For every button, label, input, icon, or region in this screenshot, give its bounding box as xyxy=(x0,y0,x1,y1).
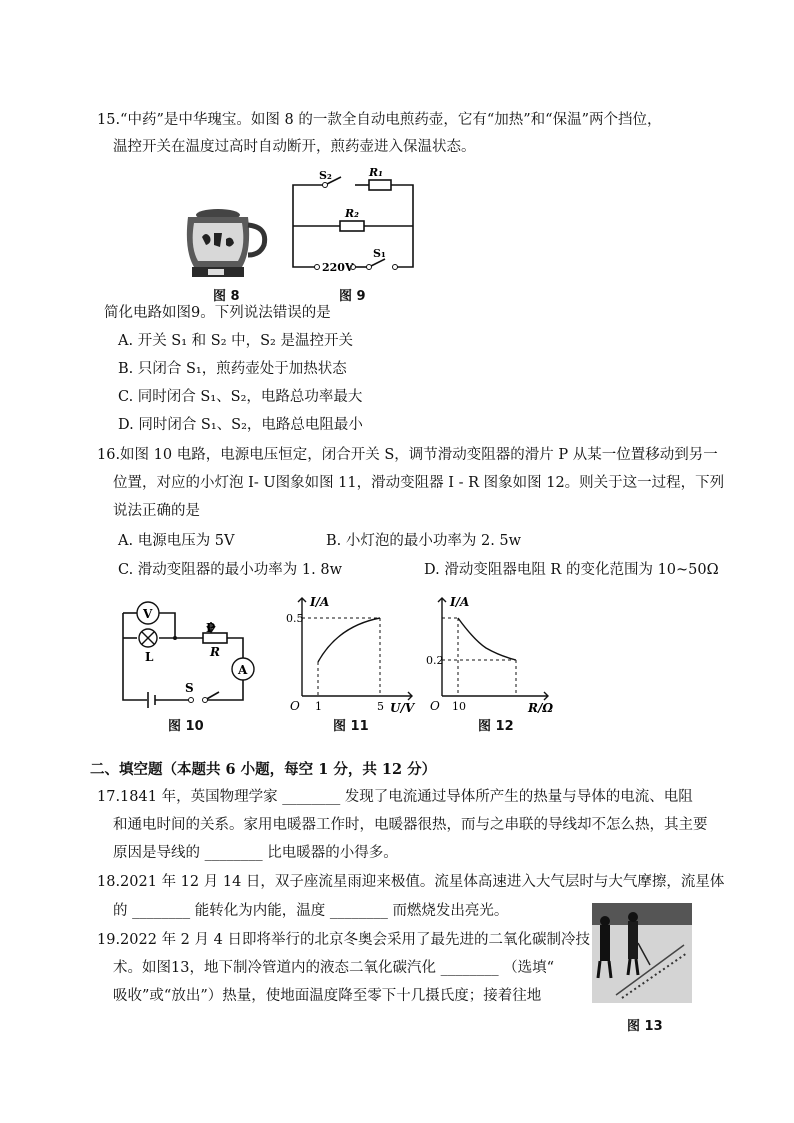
fig10-rheostat-label: R xyxy=(210,645,220,659)
q17-blank-1[interactable]: ________ xyxy=(282,789,341,805)
q19-line2-part-b: （选填“ xyxy=(503,960,555,976)
fig11-xtick-1: 1 xyxy=(315,700,322,713)
q19-blank-1[interactable]: ________ xyxy=(440,960,499,976)
q19-line3: 吸收”或“放出”）热量，使地面温度降至零下十几摄氏度；接着往地 xyxy=(113,988,542,1004)
fig11-ytick: 0.5 xyxy=(286,612,304,625)
q19-line1: 19.2022 年 2 月 4 日即将举行的北京冬奥会采用了最先进的二氧化碳制冷技 xyxy=(97,932,590,948)
q16-line3: 说法正确的是 xyxy=(113,503,200,519)
q16-option-c: C. 滑动变阻器的最小功率为 1. 8w xyxy=(118,562,342,578)
fig11-yaxis-label: I/A xyxy=(310,595,330,609)
kettle-image xyxy=(180,205,270,280)
fig11-xtick-5: 5 xyxy=(377,700,384,713)
q19-line2-part-a: 术。如图13，地下制冷管道内的液态二氧化碳汽化 xyxy=(113,960,436,976)
q18-line2-part-c: 而燃烧发出亮光。 xyxy=(392,903,509,919)
fig10-lamp-label: L xyxy=(145,650,154,664)
q19-line2 xyxy=(113,958,554,978)
q17-line1 xyxy=(97,787,693,807)
q15-option-b: B. 只闭合 S₁，煎药壶处于加热状态 xyxy=(118,361,347,377)
q16-option-b: B. 小灯泡的最小功率为 2. 5w xyxy=(326,533,522,549)
fig10-circuit xyxy=(115,598,265,708)
q16-line1: 16.如图 10 电路，电源电压恒定，闭合开关 S，调节滑动变阻器的滑片 P 从某一位置移动到另一 xyxy=(97,447,718,463)
fig12-ytick: 0.2 xyxy=(426,654,444,667)
fig10-switch-label: S xyxy=(185,681,194,695)
q18-line2 xyxy=(113,901,508,921)
q17-blank-2[interactable]: ________ xyxy=(204,845,263,861)
q17-line3-part-a: 原因是导线的 xyxy=(113,845,200,861)
fig11-xaxis-label: U/V xyxy=(390,701,415,715)
fig11-graph xyxy=(286,590,420,715)
fig9-r2-label: R₂ xyxy=(345,207,359,220)
fig10-caption: 图 10 xyxy=(168,719,204,734)
fig10-slider-label: P xyxy=(206,621,216,635)
fig10-voltmeter-label: V xyxy=(143,607,153,621)
fig13-caption: 图 13 xyxy=(627,1019,663,1034)
section2-title: 二、填空题（本题共 6 小题，每空 1 分，共 12 分） xyxy=(90,761,437,778)
fig9-r1-label: R₁ xyxy=(369,166,383,179)
fig12-xtick-10: 10 xyxy=(452,700,466,713)
fig8-caption: 图 8 xyxy=(213,289,240,304)
q18-blank-1[interactable]: ________ xyxy=(132,903,191,919)
fig11-origin-label: O xyxy=(290,699,300,713)
fig9-voltage-label: 220V xyxy=(322,261,354,274)
q18-line1: 18.2021 年 12 月 14 日，双子座流星雨迎来极值。流星体高速进入大气层时与大气摩擦，流星体 xyxy=(97,874,725,890)
fig9-s1-label: S₁ xyxy=(373,247,386,260)
q17-line2: 和通电时间的关系。家用电暖器工作时，电暖器很热，而与之串联的导线却不怎么热，其主要 xyxy=(113,817,708,833)
fig12-caption: 图 12 xyxy=(478,719,514,734)
q17-line3 xyxy=(113,843,398,863)
q15-line2: 温控开关在温度过高时自动断开，煎药壶进入保温状态。 xyxy=(113,139,476,155)
fig10-ammeter-label: A xyxy=(238,663,248,677)
fig12-xaxis-label: R/Ω xyxy=(528,701,554,715)
ice-rink-photo xyxy=(592,903,692,1003)
q16-line2: 位置，对应的小灯泡 I- U图象如图 11，滑动变阻器 I - R 图象如图 12。则关于这一过程，下列 xyxy=(113,475,725,491)
fig12-yaxis-label: I/A xyxy=(450,595,470,609)
q18-line2-part-b: 能转化为内能，温度 xyxy=(194,903,326,919)
q17-line1-part-b: 发现了电流通过导体所产生的热量与导体的电流、电阻 xyxy=(344,789,693,805)
fig11-caption: 图 11 xyxy=(333,719,369,734)
q18-line2-part-a: 的 xyxy=(113,903,128,919)
q18-blank-2[interactable]: ________ xyxy=(329,903,388,919)
fig9-caption: 图 9 xyxy=(339,289,366,304)
fig9-circuit xyxy=(285,165,420,280)
fig12-origin-label: O xyxy=(430,699,440,713)
q15-line1: 15.“中药”是中华瑰宝。如图 8 的一款全自动电煎药壶，它有“加热”和“保温”两个挡位， xyxy=(97,112,662,128)
fig9-s2-label: S₂ xyxy=(319,169,332,182)
q15-stem: 简化电路如图9。下列说法错误的是 xyxy=(104,305,331,321)
q17-line1-part-a: 17.1841 年，英国物理学家 xyxy=(97,789,278,805)
q15-option-d: D. 同时闭合 S₁、S₂，电路总电阻最小 xyxy=(118,417,363,433)
fig12-graph xyxy=(426,590,560,715)
q15-option-a: A. 开关 S₁ 和 S₂ 中，S₂ 是温控开关 xyxy=(118,333,353,349)
q16-option-d: D. 滑动变阻器电阻 R 的变化范围为 10~50Ω xyxy=(424,562,719,578)
q17-line3-part-b: 比电暖器的小得多。 xyxy=(267,845,398,861)
q16-option-a: A. 电源电压为 5V xyxy=(118,533,235,549)
q15-option-c: C. 同时闭合 S₁、S₂，电路总功率最大 xyxy=(118,389,363,405)
